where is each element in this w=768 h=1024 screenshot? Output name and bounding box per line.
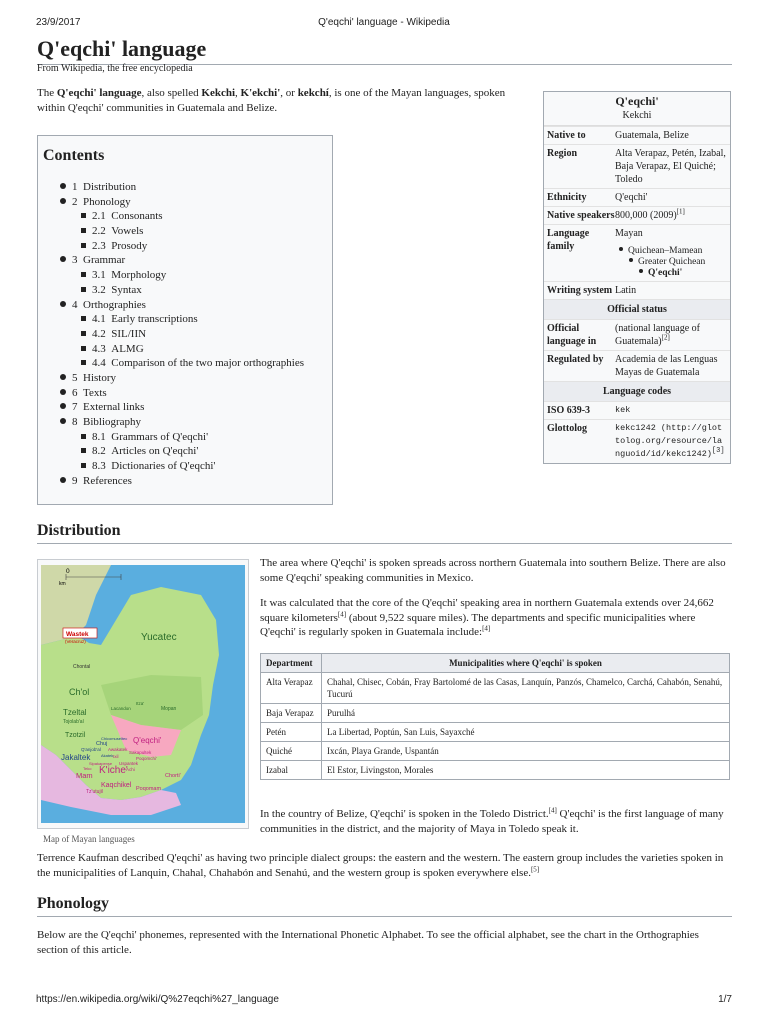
bullet-icon: [60, 183, 66, 189]
print-footer: [0, 994, 768, 1008]
print-header: [0, 17, 768, 31]
citation-link[interactable]: [3]: [711, 447, 725, 456]
map-label: Tojolab'al: [63, 719, 84, 725]
map-label: Chontal: [73, 664, 91, 670]
map-label: Sipakapense: [89, 761, 113, 766]
print-page-number: 1/7: [718, 994, 732, 1005]
toc-number: 4.2: [92, 327, 106, 340]
map-label: Q'eqchi': [133, 736, 162, 745]
department-cell[interactable]: Petén: [261, 723, 322, 742]
toc-item[interactable]: [60, 253, 304, 268]
iso-link[interactable]: kek: [615, 405, 631, 415]
citation-link[interactable]: [4]: [482, 624, 491, 633]
infobox-section-codes: Language codes: [544, 381, 730, 401]
toc-number: 8.2: [92, 445, 106, 458]
bold-term: Kekchi: [201, 87, 236, 99]
table-of-contents: [37, 135, 333, 505]
bullet-icon: [81, 316, 86, 321]
toc-label: Grammars of Q'eqchi': [111, 430, 209, 443]
toc-label: SIL/IIN: [111, 327, 147, 340]
citation-link[interactable]: [4]: [337, 609, 347, 618]
map-label: Akatek: [101, 753, 114, 758]
map-caption: Map of Mayan languages: [43, 834, 135, 844]
citation-link[interactable]: [1]: [676, 207, 685, 216]
family-tree-item[interactable]: Greater Quichean: [615, 257, 727, 268]
toc-number: 3.1: [92, 269, 106, 282]
citation-link[interactable]: [4]: [548, 806, 557, 815]
map-label: Teko: [83, 766, 92, 771]
toc-item[interactable]: [60, 327, 304, 342]
infobox-native-name: Kekchi: [544, 109, 730, 126]
citation-link[interactable]: [2]: [661, 333, 670, 342]
bullet-icon: [60, 301, 66, 307]
infobox-row-region: Region Alta Verapaz, Petén, Izabal, Baja Verapaz, El Quiché; Toledo: [544, 144, 730, 188]
bullet-icon: [60, 403, 66, 409]
glottolog-link[interactable]: kekc1242 (http://glottolog.org/resource/languoid/id/kekc1242): [615, 423, 723, 459]
toc-label: Orthographies: [83, 298, 146, 311]
toc-number: 8.3: [92, 460, 106, 473]
infobox-section-official: Official status: [544, 299, 730, 319]
toc-number: 3: [72, 254, 78, 267]
map-label: Ixil: [113, 754, 119, 759]
toc-number: 8.1: [92, 430, 106, 443]
bullet-icon: [81, 331, 86, 336]
map-label: Ch'ol: [69, 687, 90, 697]
print-url: https://en.wikipedia.org/wiki/Q%27eqchi%27_language: [36, 994, 279, 1005]
toc-item[interactable]: [60, 268, 304, 283]
toc-item[interactable]: [60, 298, 304, 313]
section-heading-distribution: Distribution: [37, 522, 732, 544]
toc-number: 4: [72, 298, 78, 311]
toc-label: Vowels: [111, 225, 144, 238]
paragraph: Terrence Kaufman described Q'eqchi' as having two principle dialect groups: the eastern and the western. The eastern group includes the varieties spoken in the municipalities of Lanquin, Chahal, Chahabón and Senahú, and the western group is spoken everywhere else.[5]: [37, 852, 724, 879]
toc-number: 2: [72, 195, 78, 208]
toc-item[interactable]: [60, 312, 304, 327]
column-header: Municipalities where Q'eqchi' is spoken: [322, 654, 730, 673]
map-label: Achi: [126, 767, 135, 772]
map-label: Wastek: [66, 631, 89, 638]
map-label: Kaqchikel: [101, 782, 132, 789]
bullet-icon: [81, 448, 86, 453]
toc-label: ALMG: [111, 342, 144, 355]
bold-term: Q'eqchi' language: [56, 87, 142, 99]
bullet-icon: [81, 228, 86, 233]
infobox-row-family: Language family Mayan Quichean–Mamean Greater Quichean Q'eqchi': [544, 224, 730, 281]
toc-title: Contents: [43, 147, 105, 164]
toc-number: 4.4: [92, 357, 106, 370]
department-cell[interactable]: Izabal: [261, 761, 322, 780]
page-title: Q'eqchi' language: [37, 36, 732, 65]
toc-label: Syntax: [111, 283, 142, 296]
paragraph: The area where Q'eqchi' is spoken spreads across northern Guatemala into southern Belize. There are also some Q'eqchi' speaking communities in Mexico.: [260, 557, 726, 584]
toc-label: References: [83, 474, 132, 487]
paragraph: In the country of Belize, Q'eqchi' is spoken in the Toledo District.[4] Q'eqchi' is the first language of many communities in the district, and the majority of Maya in Toledo speak it.: [260, 806, 724, 835]
map-label: Tzotzil: [65, 732, 86, 739]
toc-item[interactable]: [60, 224, 304, 239]
map-label: Q'anjob'al: [81, 747, 101, 752]
toc-item[interactable]: [60, 430, 304, 445]
toc-number: 2.2: [92, 225, 106, 238]
map-label: Mopan: [161, 706, 177, 712]
writing-link[interactable]: Latin: [615, 285, 637, 296]
map-label: Yucatec: [141, 632, 177, 643]
bullet-icon: [81, 287, 86, 292]
section-heading-phonology: Phonology: [37, 895, 732, 917]
bullet-icon: [81, 272, 86, 277]
municipalities-cell[interactable]: Purulhá: [322, 704, 730, 723]
family-tree-item: Q'eqchi': [615, 268, 727, 279]
toc-item[interactable]: [60, 474, 304, 489]
toc-label: Phonology: [83, 195, 131, 208]
map-scale-unit: km: [59, 581, 66, 587]
regulator-link[interactable]: Academia de las Lenguas Mayas de Guatemala: [615, 354, 718, 378]
toc-label: Grammar: [83, 254, 126, 267]
toc-label: Bibliography: [83, 416, 142, 428]
toc-label: Distribution: [83, 181, 137, 193]
toc-item[interactable]: [60, 283, 304, 298]
toc-number: 7: [72, 401, 78, 414]
municipalities-table: [260, 653, 730, 780]
toc-number: 8: [72, 416, 78, 428]
map-label: (Veracruz): [65, 639, 86, 644]
toc-label: Early transcriptions: [111, 313, 198, 326]
infobox-row-iso: ISO 639-3 kek: [544, 401, 730, 419]
toc-item[interactable]: [60, 209, 304, 224]
bullet-icon: [60, 418, 66, 424]
table-row: [261, 742, 730, 761]
bullet-icon: [81, 346, 86, 351]
mayan-languages-map[interactable]: [41, 565, 245, 823]
infobox-row-official: Official language in (national language of Guatemala)[2]: [544, 319, 730, 350]
toc-label: Comparison of the two major orthographies: [111, 357, 305, 370]
map-label: Jakaltek: [61, 753, 91, 762]
toc-label: External links: [83, 401, 145, 414]
intro-paragraph: The Q'eqchi' language, also spelled Kekchi, K'ekchi', or kekchí, is one of the Mayan languages, spoken within Q'eqchi' communities in Guatemala and Belize.: [37, 87, 506, 114]
toc-label: Texts: [83, 386, 107, 399]
family-link[interactable]: Mayan: [615, 228, 643, 239]
bullet-icon: [60, 198, 66, 204]
municipalities-cell[interactable]: La Libertad, Poptún, San Luis, Sayaxché: [322, 723, 730, 742]
toc-item[interactable]: [60, 371, 304, 386]
infobox-row-ethnicity: Ethnicity Q'eqchi': [544, 188, 730, 206]
bullet-icon: [60, 374, 66, 380]
map-label: Chorti': [165, 773, 181, 779]
toc-label: Prosody: [111, 239, 148, 252]
family-tree: [615, 246, 727, 279]
toc-number: 4.3: [92, 342, 106, 355]
print-title: Q'eqchi' language - Wikipedia: [318, 17, 450, 28]
map-label: Sakapultek: [129, 750, 152, 755]
department-cell[interactable]: Baja Verapaz: [261, 704, 322, 723]
print-date: 23/9/2017: [36, 17, 81, 28]
toc-number: 3.2: [92, 283, 106, 296]
toc-number: 2.1: [92, 210, 106, 223]
toc-item[interactable]: [60, 444, 304, 459]
bullet-icon: [60, 477, 66, 483]
tagline: From Wikipedia, the free encyclopedia: [37, 63, 193, 74]
toc-number: 4.1: [92, 313, 106, 326]
map-label: Itza': [136, 701, 145, 706]
toc-item[interactable]: [60, 400, 304, 415]
toc-number: 6: [72, 386, 78, 399]
family-tree-item[interactable]: Quichean–Mamean: [615, 246, 727, 257]
paragraph: Below are the Q'eqchi' phonemes, represented with the International Phonetic Alphabet. To see the official alphabet, see the chart in the Orthographies section of this article.: [37, 929, 699, 956]
municipalities-cell[interactable]: Ixcán, Playa Grande, Uspantán: [322, 742, 730, 761]
toc-number: 1: [72, 181, 78, 193]
toc-list: [60, 180, 304, 488]
municipalities-cell[interactable]: Chahal, Chisec, Cobán, Fray Bartolomé de las Casas, Lanquín, Panzós, Chamelco, Carchá, Cahabón, Senahú, Tucurú: [322, 673, 730, 704]
toc-label: Articles on Q'eqchi': [111, 445, 199, 458]
table-row: [261, 673, 730, 704]
map-label: Chuj: [96, 741, 108, 747]
map-label: Lacandon: [111, 706, 131, 711]
map-label: Uspantek: [119, 761, 139, 766]
toc-item[interactable]: [60, 180, 304, 195]
bold-term: K'ekchi': [240, 87, 281, 99]
table-row: [261, 704, 730, 723]
table-header-row: [261, 654, 730, 673]
bullet-icon: [81, 434, 86, 439]
bullet-icon: [81, 213, 86, 218]
map-scale-label: 0: [66, 568, 70, 575]
column-header: Department: [261, 654, 322, 673]
map-label: Poqomam: [136, 786, 162, 792]
bullet-icon: [81, 360, 86, 365]
toc-item[interactable]: [60, 342, 304, 357]
toc-number: 2.3: [92, 239, 106, 252]
bullet-icon: [60, 389, 66, 395]
infobox-row-native-to: Native to Guatemala, Belize: [544, 126, 730, 144]
toc-item[interactable]: [60, 415, 304, 430]
municipalities-cell[interactable]: El Estor, Livingston, Morales: [322, 761, 730, 780]
toc-item[interactable]: [60, 356, 304, 371]
toc-label: Morphology: [111, 269, 167, 282]
infobox-row-speakers: Native speakers 800,000 (2009)[1]: [544, 206, 730, 224]
toc-item[interactable]: [60, 459, 304, 474]
toc-number: 9: [72, 474, 78, 487]
infobox-row-glottolog: Glottolog kekc1242 (http://glottolog.org/resource/languoid/id/kekc1242)[3]: [544, 419, 730, 463]
infobox-row-writing: Writing system Latin: [544, 281, 730, 299]
infobox-row-regulated: Regulated by Academia de las Lenguas Mayas de Guatemala: [544, 350, 730, 381]
toc-item[interactable]: [60, 386, 304, 401]
table-row: [261, 761, 730, 780]
paragraph: It was calculated that the core of the Q'eqchi' speaking area in northern Guatemala extends over 24,662 square kilometers[4] (about 9,522 square miles). The departments and specific municipalities where Q'eqchi' is regularly spoken in Guatemala include:[4]: [260, 597, 714, 638]
department-cell[interactable]: Quiché: [261, 742, 322, 761]
bullet-icon: [60, 256, 66, 262]
citation-link[interactable]: [5]: [530, 864, 540, 873]
toc-label: History: [83, 371, 116, 384]
table-row: [261, 723, 730, 742]
toc-item[interactable]: [60, 239, 304, 254]
bullet-icon: [81, 243, 86, 248]
map-label: Poqomchi': [136, 756, 157, 761]
map-label: Tz'utujil: [86, 789, 103, 795]
map-label: Awakatek: [108, 747, 128, 752]
table-body: [261, 673, 730, 780]
toc-label: Consonants: [111, 210, 163, 223]
bold-term: kekchí: [297, 87, 329, 99]
infobox-title: Q'eqchi': [615, 94, 659, 108]
infobox: [543, 91, 731, 464]
department-cell[interactable]: Alta Verapaz: [261, 673, 322, 704]
toc-item[interactable]: [60, 195, 304, 210]
map-label: Chicomuseltec: [101, 736, 128, 741]
map-label: Mam: [76, 771, 93, 780]
toc-number: 5: [72, 371, 78, 384]
map-figure: [37, 559, 249, 829]
map-label: K'iche': [99, 765, 128, 776]
bullet-icon: [81, 463, 86, 468]
toc-label: Dictionaries of Q'eqchi': [111, 460, 216, 473]
map-label: Tzeltal: [63, 708, 87, 717]
